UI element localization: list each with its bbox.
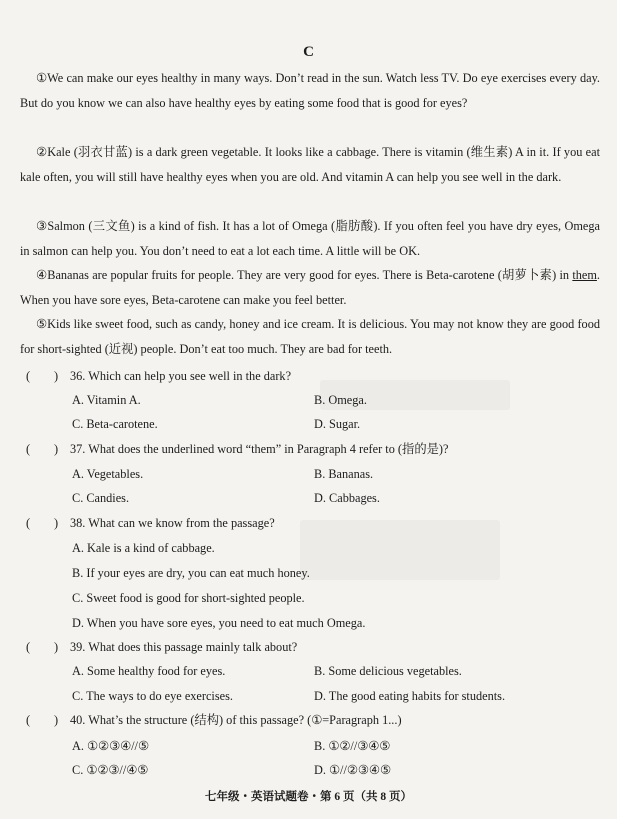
option-c[interactable]: C. The ways to do eye exercises. bbox=[72, 689, 233, 703]
option-d[interactable]: D. Cabbages. bbox=[314, 491, 380, 505]
option-a[interactable]: A. Vitamin A. bbox=[72, 393, 141, 407]
option-c[interactable]: C. Candies. bbox=[72, 491, 130, 505]
question-36: ( ) 36. Which can help you see well in the dark? bbox=[20, 366, 610, 386]
option-b[interactable]: B. If your eyes are dry, you can eat much honey. bbox=[72, 566, 310, 580]
paragraph-4-text-before: ④Bananas are popular fruits for people. They are very good for eyes. There is Beta-carotene (胡萝卜素) in bbox=[36, 268, 573, 282]
option-a[interactable]: A. Kale is a kind of cabbage. bbox=[72, 541, 215, 555]
option-d[interactable]: D. ①//②③④⑤ bbox=[314, 763, 391, 777]
option-b[interactable]: B. Bananas. bbox=[314, 467, 374, 481]
page-footer: 七年级・英语试题卷・第 6 页（共 8 页） bbox=[205, 791, 412, 803]
question-37: ( ) 37. What does the underlined word “them” in Paragraph 4 refer to (指的是)? bbox=[20, 439, 610, 459]
option-c[interactable]: C. Sweet food is good for short-sighted people. bbox=[72, 591, 305, 605]
option-c[interactable]: C. Beta-carotene. bbox=[72, 417, 158, 431]
option-b[interactable]: B. ①②//③④⑤ bbox=[314, 739, 391, 753]
option-b[interactable]: B. Omega. bbox=[314, 393, 367, 407]
option-d[interactable]: D. The good eating habits for students. bbox=[314, 689, 506, 703]
paragraph-4-text-after: . When you have sore eyes, Beta-carotene can make you feel better. bbox=[20, 268, 600, 307]
option-a[interactable]: A. Some healthy food for eyes. bbox=[72, 664, 226, 678]
question-text: 37. What does the underlined word “them” in Paragraph 4 refer to (指的是)? bbox=[70, 442, 449, 456]
question-text: 39. What does this passage mainly talk about? bbox=[70, 640, 298, 654]
paragraph-1: ①We can make our eyes healthy in many ways. Don’t read in the sun. Watch less TV. Do eye exercises every day. But do you know we can also have healthy eyes by eating some food that is good for eyes? bbox=[20, 71, 600, 110]
question-text: 38. What can we know from the passage? bbox=[70, 516, 275, 530]
underlined-word-them: them bbox=[572, 268, 597, 282]
paragraph-3: ③Salmon (三文鱼) is a kind of fish. It has a lot of Omega (脂肪酸). If you often feel you have dry eyes, Omega in salmon can help you. You don’t need to eat a lot each time. A little will be OK. bbox=[20, 219, 600, 258]
section-title: C bbox=[303, 44, 314, 60]
option-b[interactable]: B. Some delicious vegetables. bbox=[314, 664, 462, 678]
paragraph-5: ⑤Kids like sweet food, such as candy, honey and ice cream. It is delicious. You may not know they are good food for short-sighted (近视) people. Don’t eat too much. They are bad for teeth. bbox=[20, 317, 600, 356]
question-38: ( ) 38. What can we know from the passage? bbox=[20, 513, 610, 533]
option-a[interactable]: A. ①②③④//⑤ bbox=[72, 739, 149, 753]
option-d[interactable]: D. When you have sore eyes, you need to eat much Omega. bbox=[72, 616, 366, 630]
question-40: ( ) 40. What’s the structure (结构) of this passage? (①=Paragraph 1...) bbox=[20, 710, 610, 730]
question-text: 40. What’s the structure (结构) of this passage? (①=Paragraph 1...) bbox=[70, 713, 402, 727]
question-39: ( ) 39. What does this passage mainly talk about? bbox=[20, 637, 610, 657]
option-a[interactable]: A. Vegetables. bbox=[72, 467, 144, 481]
option-d[interactable]: D. Sugar. bbox=[314, 417, 361, 431]
question-text: 36. Which can help you see well in the dark? bbox=[70, 369, 292, 383]
paragraph-2: ②Kale (羽衣甘蓝) is a dark green vegetable. It looks like a cabbage. There is vitamin (维生素) A in it. If you eat kale often, you will still have healthy eyes when you are old. And vitamin A can help you see well in the dark. bbox=[20, 145, 600, 184]
option-c[interactable]: C. ①②③//④⑤ bbox=[72, 763, 149, 777]
paragraph-4 bbox=[20, 263, 600, 312]
